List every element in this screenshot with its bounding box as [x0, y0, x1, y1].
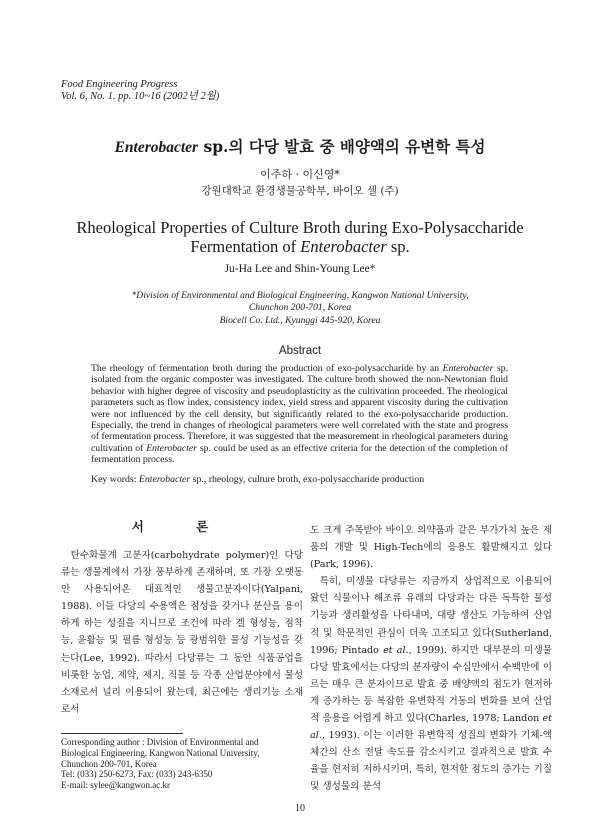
- korean-title: [0, 135, 600, 157]
- english-title-line1: Rheological Properties of Culture Broth during Exo-Polysaccharide: [76, 218, 524, 237]
- english-affiliation-line2: Chunchon 200-701, Korea: [248, 302, 352, 314]
- corresponding-author-footnote: [61, 737, 289, 791]
- english-affiliation: [0, 290, 600, 327]
- english-title-line2-pre: Fermentation of: [190, 237, 301, 256]
- intro-left-column: [61, 547, 303, 718]
- journal-name: Food Engineering Progress: [61, 79, 178, 90]
- keywords-genus: Enterobacter: [138, 474, 191, 485]
- keywords: [91, 474, 508, 486]
- abstract-genus-2: Enterobacter: [146, 442, 197, 454]
- english-title: [0, 218, 600, 256]
- keywords-label: Key words:: [91, 474, 139, 485]
- english-title-line2-post: sp.: [386, 237, 410, 256]
- intro-right-column: [310, 522, 552, 796]
- english-affiliation-line3: Biocell Co. Ltd., Kyunggi 445-920, Korea: [219, 314, 381, 326]
- abstract-part1: The rheology of fermentation broth during the production of exo-polysaccharide by an: [91, 363, 443, 374]
- korean-affiliation: 강원대학교 환경생물공학부, 바이오 셀 (주): [201, 185, 399, 197]
- section-title-introduction: 서 론: [131, 519, 233, 534]
- korean-title-genus: Enterobacter: [114, 139, 199, 156]
- footnote-divider: [61, 733, 183, 734]
- intro-paragraph-2: [310, 573, 552, 795]
- abstract-body: [91, 363, 508, 466]
- intro-p2-etal-1: et al.: [383, 644, 409, 656]
- page-number: 10: [295, 803, 305, 814]
- abstract-genus-1: Enterobacter: [442, 363, 494, 374]
- intro-paragraph-1-cont: 도 크게 주목받아 바이오 의약품과 같은 부가가치 높은 제품의 개발 및 High-Tech에의 응용도 활발해지고 있다(Park, 1996).: [310, 525, 552, 571]
- journal-issue: Vol. 6, No. 1. pp. 10~16 (2002년 2월): [61, 91, 220, 102]
- intro-p2-part-b: , 1999). 하지만 대부분의 미생물 다당 발효에서는 다당의 분자량이 수십만에서 수백만에 이르는 매우 큰 분자이므로 발효 중 배양액의 점도가 현저하게 증가하는 등 복잡한 유변학적 거동의 변화를 보여 산업적 응용을 어렵게 하고 있다(Charles, 1978; Landon: [310, 644, 553, 725]
- intro-p2-part-a: 특히, 미생물 다당류는 지금까지 상업적으로 이용되어 왔던 식물이나 해조류 유래의 다당과는 다른 독특한 물성 기능과 생리활성을 나타내며, 대량 생산도 가능하여 산업적 및 학문적인 관심이 더욱 고조되고 있다(Sutherland, 1996; Pintado: [310, 576, 552, 656]
- korean-authors: 이주하 · 이신영*: [260, 168, 340, 181]
- english-title-line2: [0, 237, 600, 256]
- footnote-email[interactable]: E-mail: sylee@kangwon.ac.kr: [61, 780, 171, 791]
- journal-header: [61, 79, 361, 103]
- abstract-heading: Abstract: [278, 345, 322, 357]
- english-title-genus: Enterobacter: [300, 237, 387, 256]
- intro-p2-etal-2: et al.: [310, 713, 552, 742]
- korean-title-rest: sp.의 다당 발효 중 배양액의 유변학 특성: [198, 137, 486, 156]
- keywords-list: sp., rheology, culture broth, exo-polysaccharide production: [190, 474, 425, 485]
- footnote-phone: Tel: (033) 250-6273, Fax: (033) 243-6350: [61, 769, 213, 780]
- abstract-part2: sp. isolated from the organic composter was investigated. The culture broth showed the non-Newtonian fluid behavior with higher degree of viscosity and pseudoplasticity as the cultivation proceeded. The rheological parameters such as flow index, consistency index, yield stress and apparent viscosity during the cultivation were not influenced by the cell density, but significantly related to the exo-polysaccharide production. Especially, the trend in changes of rheological parameters were well correlated with the state and progress of fermentation process. Therefore, it was suggested that the measurement in rheological parameters during cultivation of: [91, 363, 508, 454]
- abstract-part3: sp. could be used as an effective criteria for the detection of the completion of fermentation process.: [91, 442, 508, 466]
- english-authors: Ju-Ha Lee and Shin-Young Lee*: [224, 263, 376, 275]
- intro-paragraph-1: 탄수화물계 고분자(carbohydrate polymer)인 다당류는 생물계에서 가장 풍부하게 존재하며, 또 가장 오랫동안 사용되어온 대표적인 생물고분자이다(Yalpani, 1988). 이들 다당의 수용액은 점성을 갖거나 분산을 용이하게 하는 성질을 지니므로 조건에 따라 겔 형성능, 점착능, 윤활능 및 필름 형성능 등 광범위한 물성 기능성을 갖는다(Lee, 1992). 따라서 다당류는 그 동안 식품공업을 비롯한 농업, 제약, 제지, 직물 등 각종 산업분야에서 물성 소재로서 널리 이용되어 왔는데, 최근에는 생리기능 소재로서: [61, 550, 303, 715]
- english-affiliation-line1: *Division of Environmental and Biological Engineering, Kangwon National University,: [131, 290, 469, 301]
- footnote-address: Corresponding author : Division of Environmental and Biological Engineering, Kangwon National University, Chunchon 200-701, Korea: [61, 737, 260, 769]
- intro-p2-part-c: , 1993). 이는 이러한 유변학적 성질의 변화가 기체-액체간의 산소 전달 속도를 감소시키고 결과적으로 발효 수율을 현저히 저하시키며, 특히, 현저한 점도의 증가는 기질 및 생성물의 분석: [310, 730, 552, 793]
